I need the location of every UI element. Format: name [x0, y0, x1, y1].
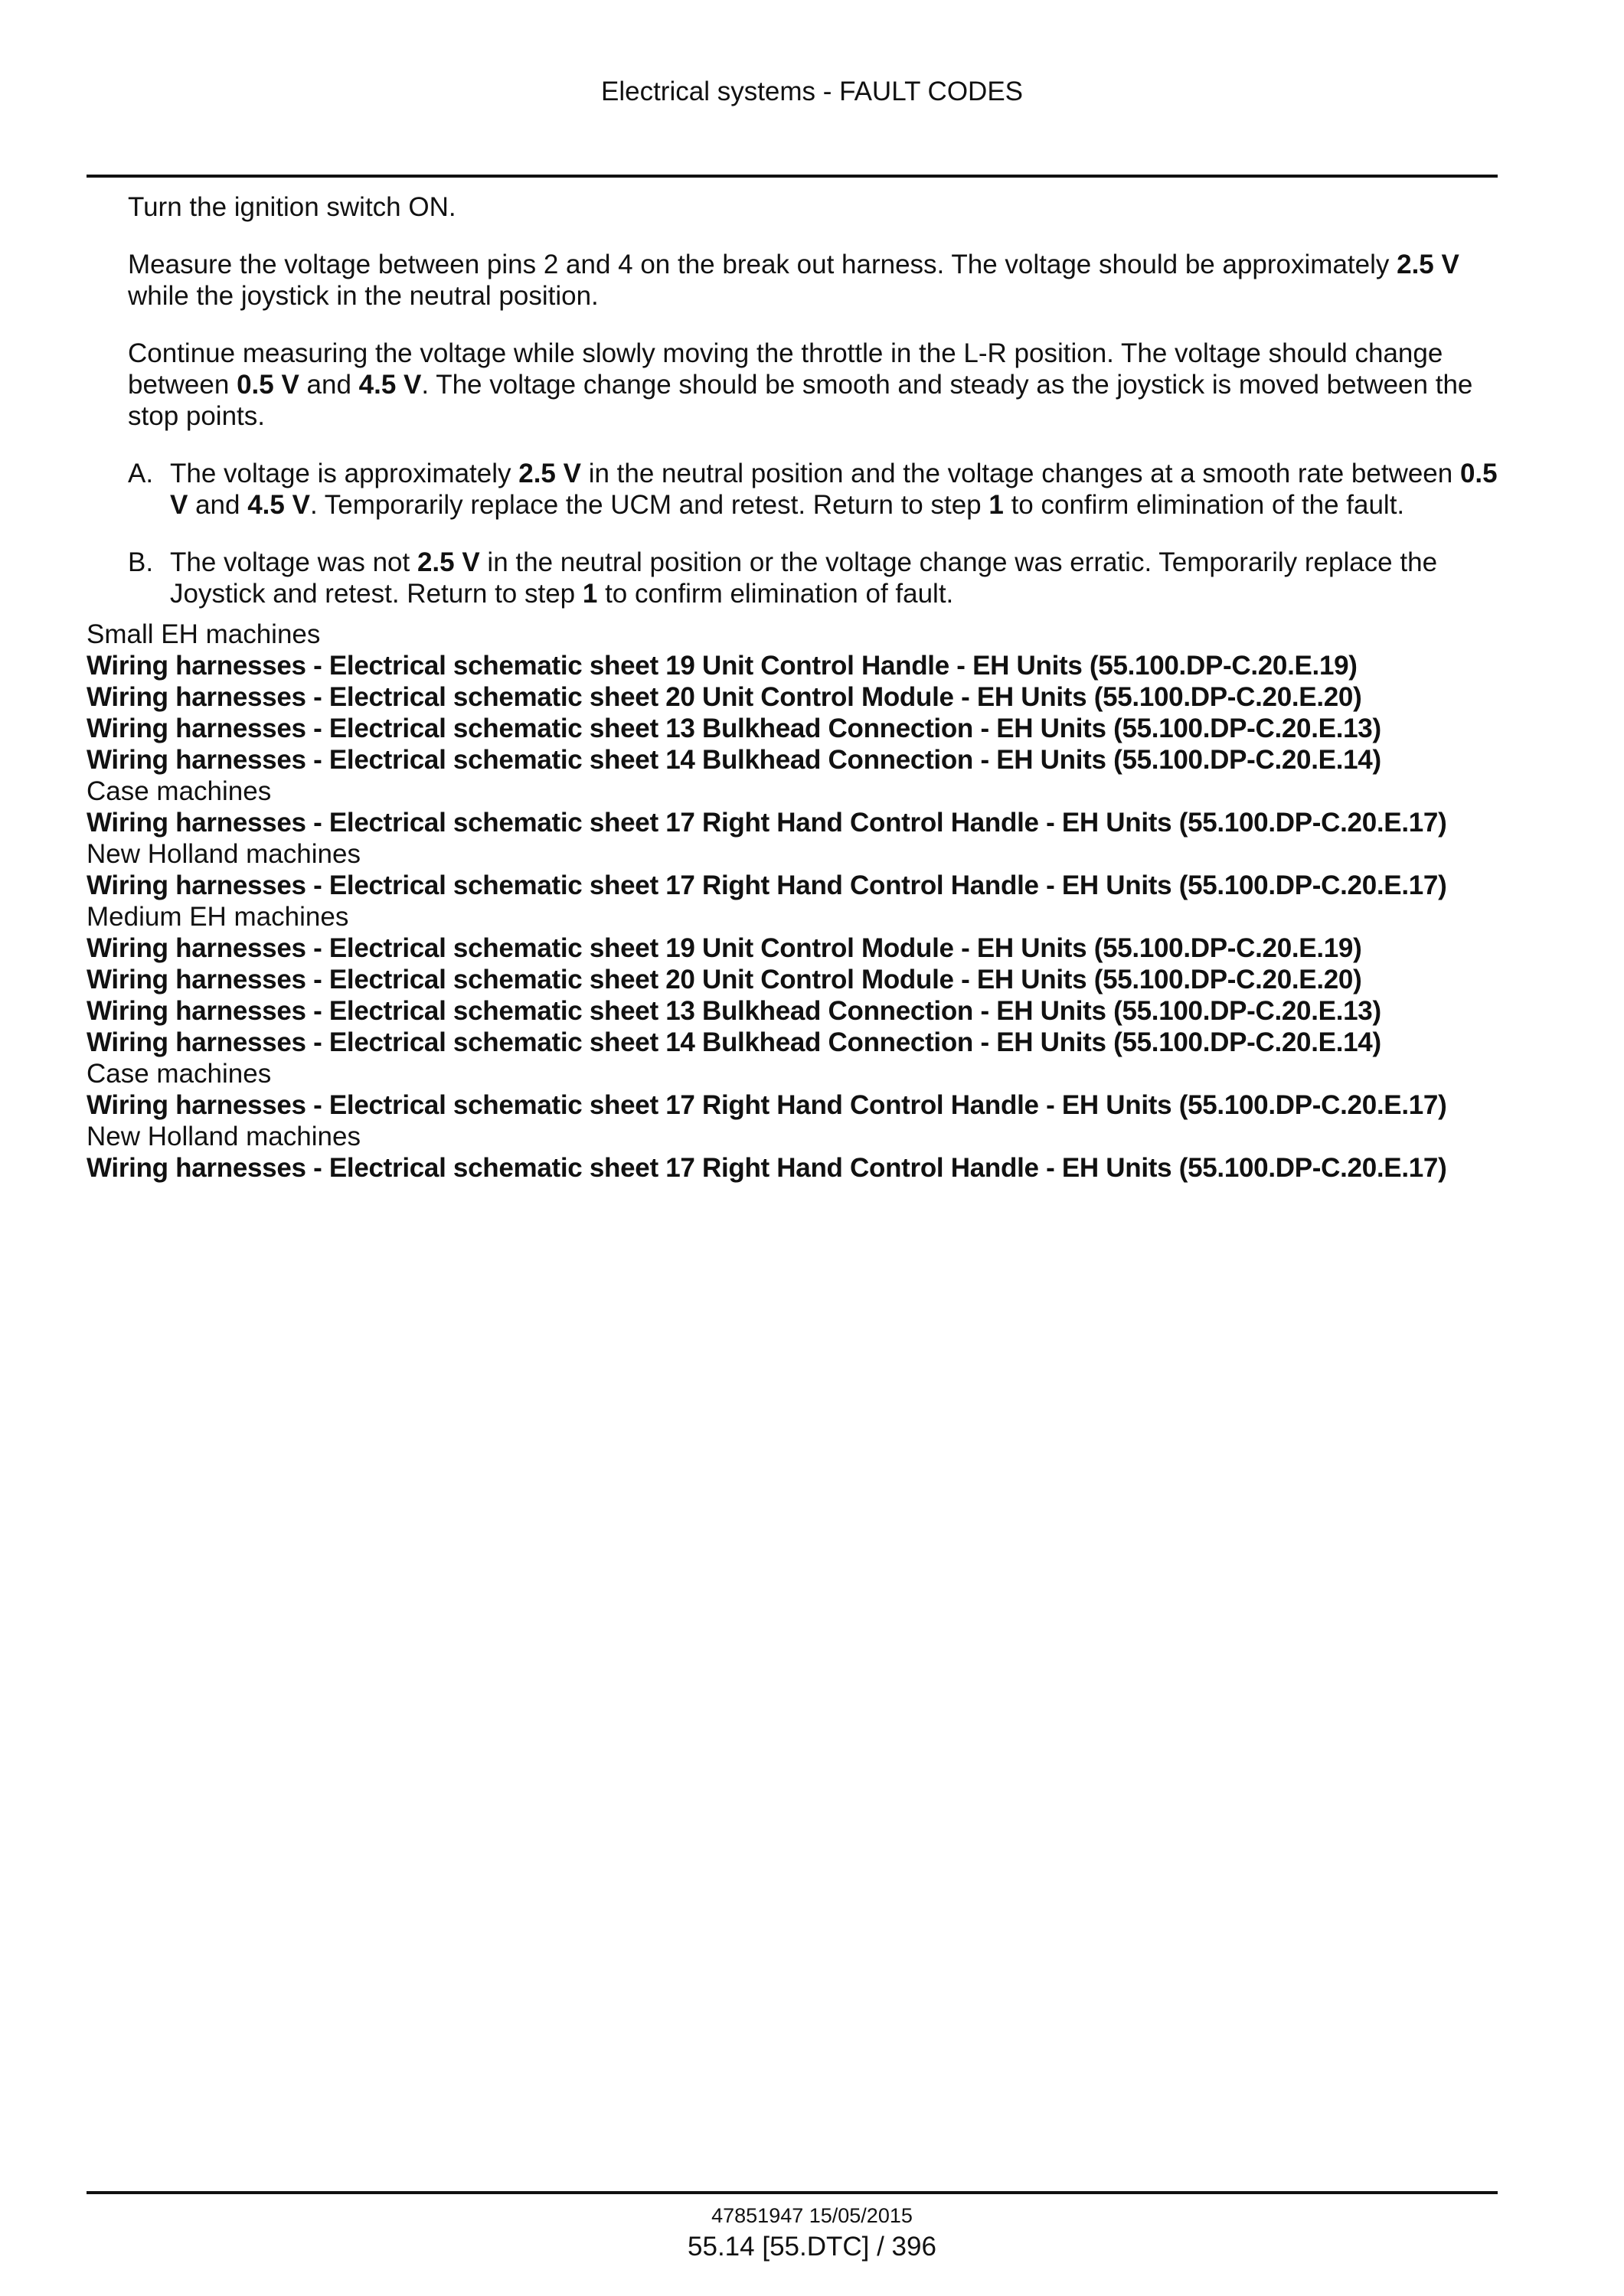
- step-ignition-on: Turn the ignition switch ON.: [128, 192, 456, 222]
- reference-list: [87, 619, 1511, 1184]
- outcome-a-label: A.: [128, 459, 154, 488]
- text-run: to confirm elimination of the fault.: [1003, 490, 1405, 520]
- ref-section-new-holland: New Holland machines: [87, 1122, 361, 1151]
- text-run: and: [299, 370, 359, 400]
- text-run: to confirm elimination of fault.: [597, 579, 954, 609]
- text-run: . Temporarily replace the UCM and retest. Return to step: [309, 490, 989, 520]
- outcome-a: [128, 458, 1498, 521]
- footer-doc-reference: 47851947 15/05/2015: [711, 2204, 913, 2227]
- voltage-value: 0.5 V: [237, 370, 299, 400]
- ref-section-small-eh: Small EH machines: [87, 619, 321, 649]
- voltage-value: 4.5 V: [358, 370, 422, 400]
- ref-section-new-holland: New Holland machines: [87, 839, 361, 869]
- ref-link[interactable]: Wiring harnesses - Electrical schematic sheet 20 Unit Control Module - EH Units (55.100.DP-C.20.E.20): [87, 965, 1362, 994]
- text-run: in the neutral position or the voltage change was erratic. Temporarily replace the Joystick and retest. Return to step: [170, 547, 1438, 609]
- footer-page-number: 55.14 [55.DTC] / 396: [688, 2232, 936, 2262]
- ref-link[interactable]: Wiring harnesses - Electrical schematic sheet 13 Bulkhead Connection - EH Units (55.100.DP-C.20.E.13): [87, 996, 1381, 1026]
- ref-link[interactable]: Wiring harnesses - Electrical schematic sheet 20 Unit Control Module - EH Units (55.100.DP-C.20.E.20): [87, 682, 1362, 712]
- ref-link[interactable]: Wiring harnesses - Electrical schematic sheet 14 Bulkhead Connection - EH Units (55.100.DP-C.20.E.14): [87, 1027, 1381, 1057]
- ref-link[interactable]: Wiring harnesses - Electrical schematic sheet 14 Bulkhead Connection - EH Units (55.100.DP-C.20.E.14): [87, 745, 1381, 775]
- step-continue-measuring: [128, 338, 1498, 432]
- voltage-value: 2.5 V: [417, 547, 480, 577]
- ref-section-medium-eh: Medium EH machines: [87, 902, 349, 932]
- voltage-value: 2.5 V: [1397, 250, 1459, 279]
- text-run: in the neutral position and the voltage changes at a smooth rate between: [580, 459, 1460, 488]
- voltage-value: 4.5 V: [247, 490, 310, 520]
- outcome-b: [128, 547, 1498, 609]
- ref-link[interactable]: Wiring harnesses - Electrical schematic sheet 17 Right Hand Control Handle - EH Units (55.100.DP-C.20.E.17): [87, 808, 1447, 838]
- ref-section-case: Case machines: [87, 776, 272, 806]
- step-measure-voltage: [128, 249, 1498, 312]
- text-run: while the joystick in the neutral position.: [128, 281, 599, 311]
- step-number: 1: [582, 579, 598, 609]
- voltage-value: 0.5 V: [170, 459, 1498, 520]
- header-divider: [87, 175, 1498, 178]
- ref-link[interactable]: Wiring harnesses - Electrical schematic sheet 13 Bulkhead Connection - EH Units (55.100.DP-C.20.E.13): [87, 714, 1381, 743]
- ref-link[interactable]: Wiring harnesses - Electrical schematic sheet 19 Unit Control Handle - EH Units (55.100.DP-C.20.E.19): [87, 651, 1358, 681]
- ref-link[interactable]: Wiring harnesses - Electrical schematic sheet 17 Right Hand Control Handle - EH Units (55.100.DP-C.20.E.17): [87, 1090, 1447, 1120]
- text-run: The voltage is approximately: [170, 459, 519, 488]
- procedure-body: [128, 191, 1498, 609]
- text-run: and: [188, 490, 248, 520]
- text-run: The voltage was not: [170, 547, 417, 577]
- ref-link[interactable]: Wiring harnesses - Electrical schematic sheet 17 Right Hand Control Handle - EH Units (55.100.DP-C.20.E.17): [87, 1153, 1447, 1183]
- page-header-title: Electrical systems - FAULT CODES: [600, 77, 1024, 106]
- ref-section-case: Case machines: [87, 1059, 272, 1089]
- step-number: 1: [988, 490, 1004, 520]
- text-run: Measure the voltage between pins 2 and 4 on the break out harness. The voltage should be approximately: [128, 250, 1397, 279]
- ref-link[interactable]: Wiring harnesses - Electrical schematic sheet 19 Unit Control Module - EH Units (55.100.DP-C.20.E.19): [87, 933, 1362, 963]
- text-run: . The voltage change should be smooth and steady as the joystick is moved between the stop points.: [128, 370, 1473, 431]
- ref-link[interactable]: Wiring harnesses - Electrical schematic sheet 17 Right Hand Control Handle - EH Units (55.100.DP-C.20.E.17): [87, 870, 1447, 900]
- outcome-b-label: B.: [128, 547, 154, 577]
- voltage-value: 2.5 V: [518, 459, 581, 488]
- footer-divider: [87, 2191, 1498, 2194]
- text-run: Continue measuring the voltage while slowly moving the throttle in the L-R position. The voltage should change between: [128, 338, 1443, 400]
